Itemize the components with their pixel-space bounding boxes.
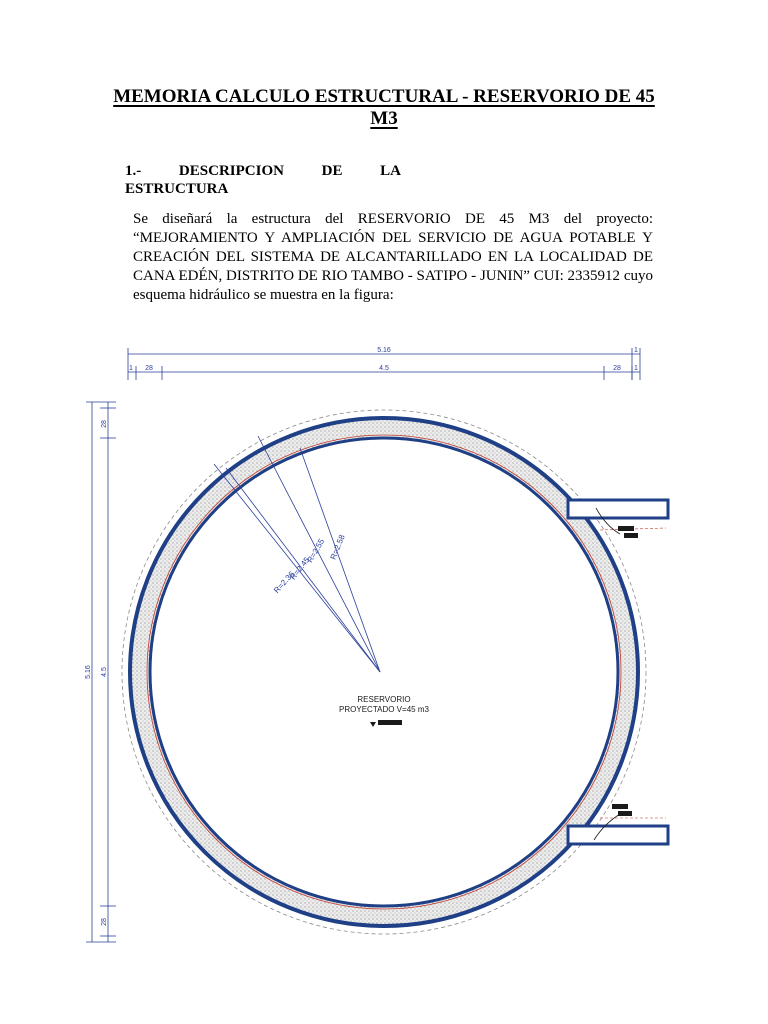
dim-top-total: 5.16 xyxy=(377,347,391,354)
radius-label-2: R=2.55 xyxy=(305,537,327,565)
dim-left-wall-top: 28 xyxy=(101,420,108,428)
level-symbol xyxy=(370,720,402,727)
section-heading xyxy=(125,162,401,198)
outer-dashed-circle xyxy=(122,410,646,934)
description-paragraph: Se diseñará la estructura del RESERVORIO DE 45 M3 del proyecto: “MEJORAMIENTO Y AMPLIACIÓN DEL SERVICIO DE AGUA POTABLE Y CREACIÓN DEL SISTEMA DE ALCANTARILLADO EN LA LOCALIDAD DE CANA EDÉN, DISTRITO DE RIO TAMBO - SATIPO - JUNIN” CUI: 2335912 cuyo esquema hidráulico se muestra en la figura: xyxy=(133,211,653,303)
section-heading-line2: ESTRUCTURA xyxy=(125,181,229,197)
dim-top-inner: 4.5 xyxy=(379,365,389,372)
wall-inner-edge xyxy=(150,438,618,906)
dim-top-small-far: 1 xyxy=(634,347,638,354)
reservoir-label-line1: RESERVORIO xyxy=(357,695,411,704)
section-heading-line1: 1.- DESCRIPCION DE LA xyxy=(125,163,401,179)
document-title: MEMORIA CALCULO ESTRUCTURAL - RESERVORIO DE 45 M3 xyxy=(113,86,655,129)
radius-label-1: R=2.58 xyxy=(328,533,347,561)
reservoir-plan-drawing xyxy=(0,330,768,1024)
dim-left-total: 5.16 xyxy=(85,665,92,679)
dim-top-wall-left: 28 xyxy=(145,365,153,372)
radius-label-4: R=2.36 xyxy=(272,569,297,596)
dim-left-wall-bottom: 28 xyxy=(101,918,108,926)
dim-top-small-left: 1 xyxy=(129,365,133,372)
reservoir-label-line2: PROYECTADO V=45 m3 xyxy=(339,705,429,714)
dim-left-inner: 4.5 xyxy=(101,667,108,677)
dim-top-small-right: 1 xyxy=(634,365,638,372)
radius-label-3: R=2.45 xyxy=(288,555,312,582)
dim-top-wall-right: 28 xyxy=(613,365,621,372)
wall-hatch-ring xyxy=(130,418,638,926)
